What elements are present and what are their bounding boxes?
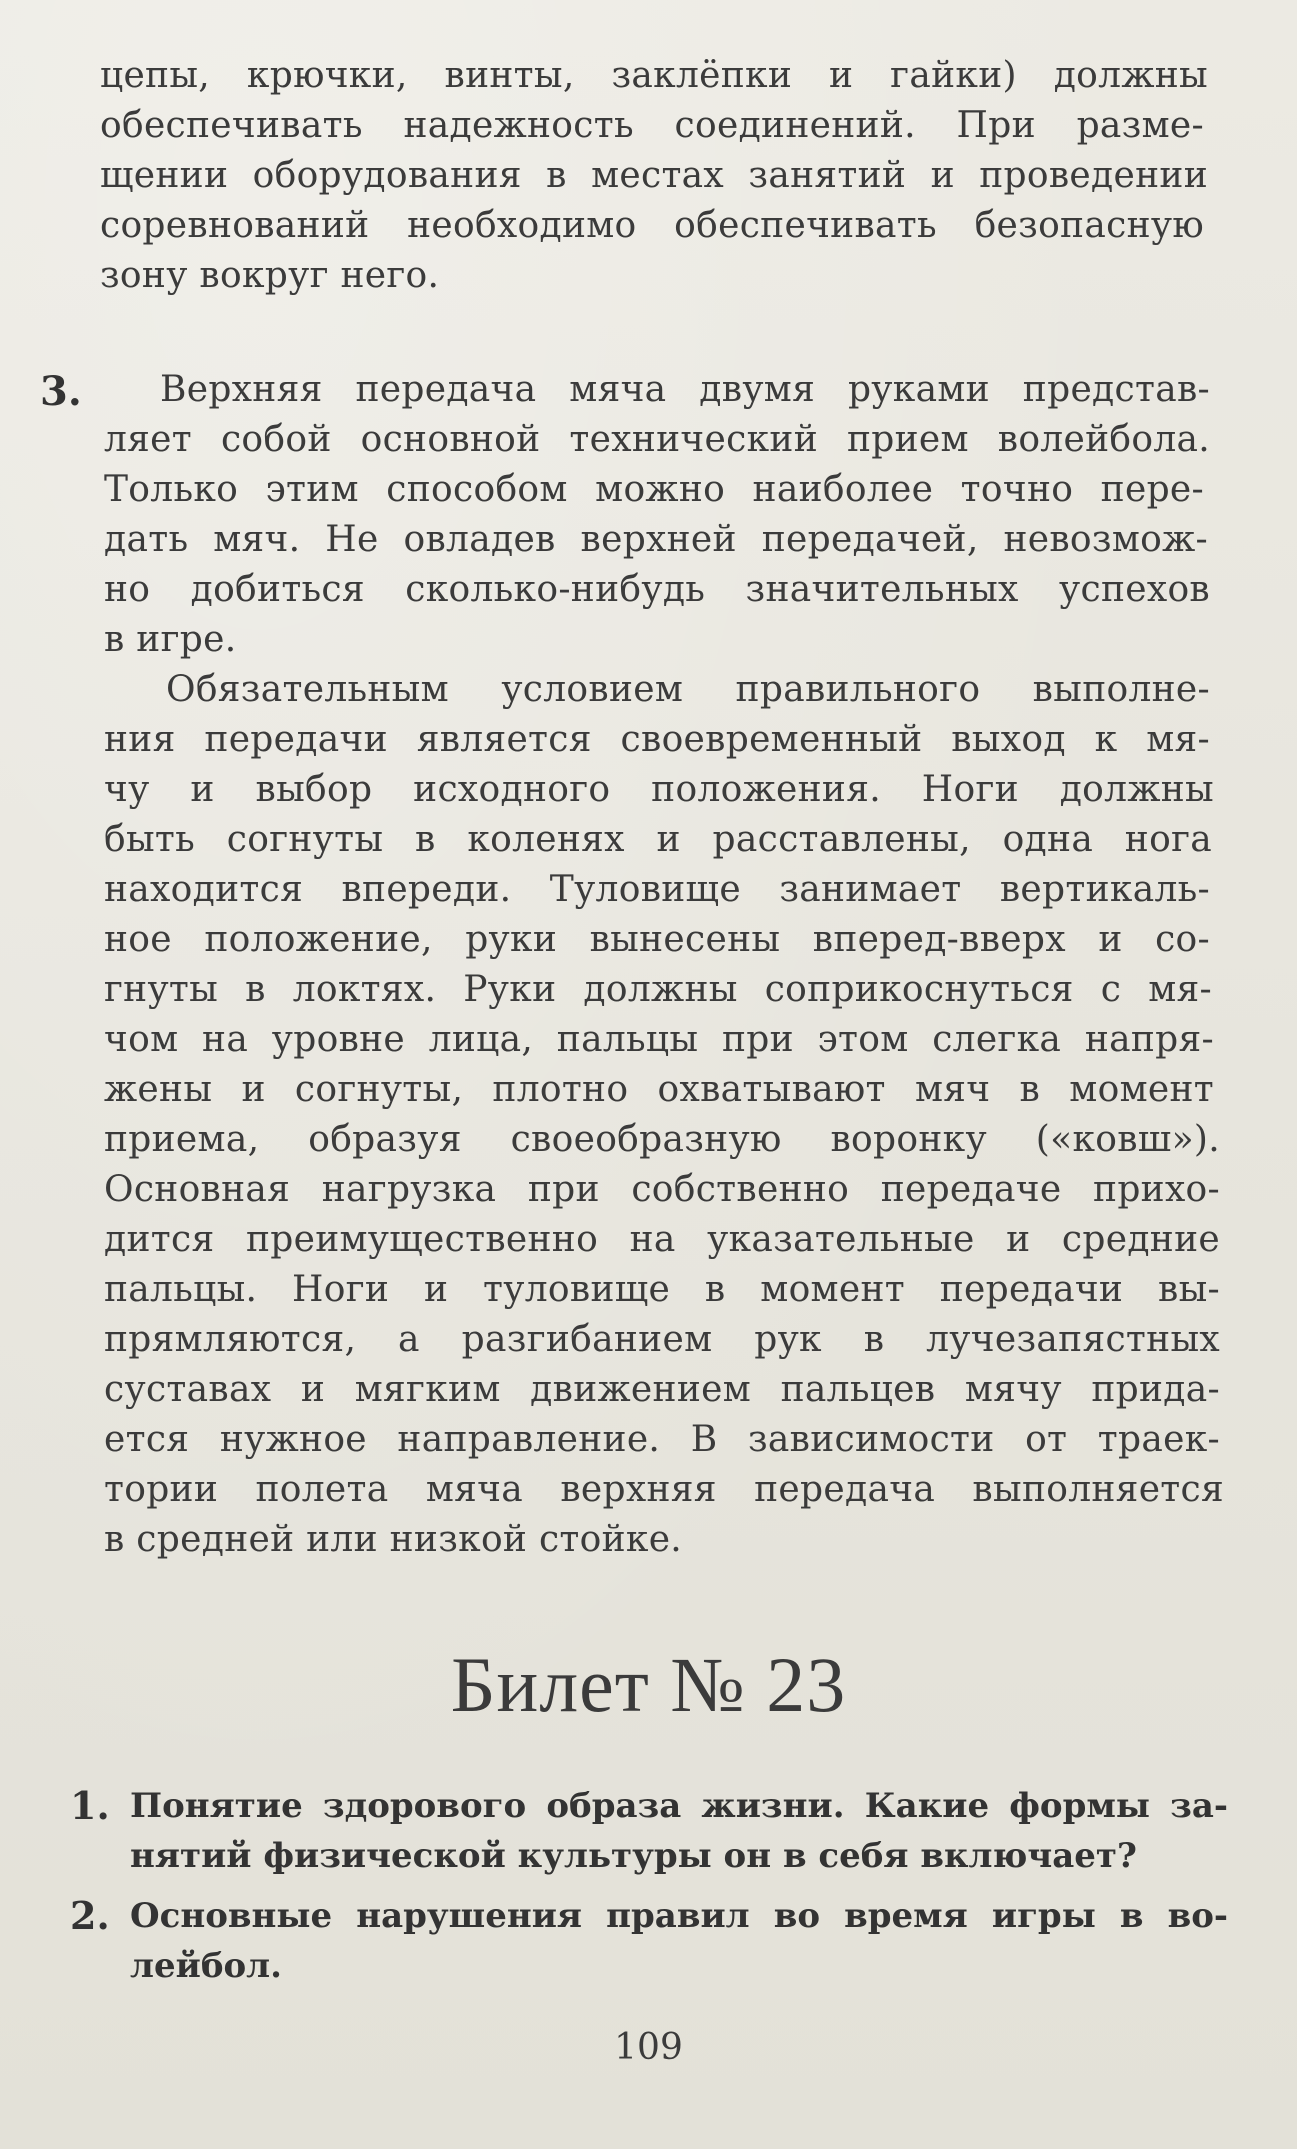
text-line: приема, образуя своеобразную воронку («ковш»). bbox=[104, 1119, 1220, 1160]
text-line: жены и согнуты, плотно охватывают мяч в момент bbox=[104, 1069, 1214, 1110]
text-line: суставах и мягким движением пальцев мячу прида- bbox=[104, 1369, 1220, 1410]
text-line: прямляются, а разгибанием рук в лучезапястных bbox=[104, 1319, 1220, 1360]
text-line: ляет собой основной технический прием волейбола. bbox=[104, 419, 1210, 460]
text-line: соревнований необходимо обеспечивать безопасную bbox=[100, 205, 1204, 246]
text-line: цепы, крючки, винты, заклёпки и гайки) должны bbox=[100, 55, 1208, 96]
text-line: Только этим способом можно наиболее точно пере- bbox=[104, 469, 1204, 510]
text-line: ния передачи является своевременный выход к мя- bbox=[104, 719, 1210, 760]
text-line: щении оборудования в местах занятий и проведении bbox=[100, 155, 1208, 196]
text-line: чу и выбор исходного положения. Ноги должны bbox=[104, 769, 1214, 810]
question-line: Понятие здорового образа жизни. Какие формы за- bbox=[130, 1786, 1228, 1826]
text-line: чом на уровне лица, пальцы при этом слегка напря- bbox=[104, 1019, 1214, 1060]
page-number: 109 bbox=[614, 2027, 683, 2068]
text-line: ется нужное направление. В зависимости от траек- bbox=[104, 1419, 1220, 1460]
text-line: тории полета мяча верхняя передача выполняется bbox=[104, 1469, 1224, 1510]
text-line: в игре. bbox=[104, 619, 237, 660]
text-line: дать мяч. Не овладев верхней передачей, невозмож- bbox=[104, 519, 1208, 560]
text-line: дится преимущественно на указательные и средние bbox=[104, 1219, 1220, 1260]
question-line: лейбол. bbox=[130, 1946, 282, 1986]
text-line: Верхняя передача мяча двумя руками представ- bbox=[160, 369, 1210, 410]
text-line: но добиться сколько-нибудь значительных успехов bbox=[104, 569, 1210, 610]
text-line: обеспечивать надежность соединений. При разме- bbox=[100, 105, 1204, 146]
question-number: 2. bbox=[70, 1893, 110, 1938]
question-line: Основные нарушения правил во время игры в во- bbox=[130, 1896, 1228, 1936]
text-line: гнуты в локтях. Руки должны соприкоснуться с мя- bbox=[104, 969, 1212, 1010]
text-line: в средней или низкой стойке. bbox=[104, 1519, 683, 1560]
text-line: зону вокруг него. bbox=[100, 255, 440, 296]
text-line: находится впереди. Туловище занимает вертикаль- bbox=[104, 869, 1210, 910]
text-line: быть согнуты в коленях и расставлены, одна нога bbox=[104, 819, 1212, 860]
text-line: пальцы. Ноги и туловище в момент передачи вы- bbox=[104, 1269, 1220, 1310]
text-line: Основная нагрузка при собственно передаче прихо- bbox=[104, 1169, 1220, 1210]
text-line: Обязательным условием правильного выполне- bbox=[166, 669, 1210, 710]
question-number: 1. bbox=[70, 1783, 110, 1828]
section-number: 3. bbox=[40, 368, 82, 415]
question-line: нятий физической культуры он в себя включает? bbox=[130, 1836, 1137, 1876]
text-line: ное положение, руки вынесены вперед-вверх и со- bbox=[104, 919, 1210, 960]
ticket-heading: Билет № 23 bbox=[450, 1641, 847, 1728]
